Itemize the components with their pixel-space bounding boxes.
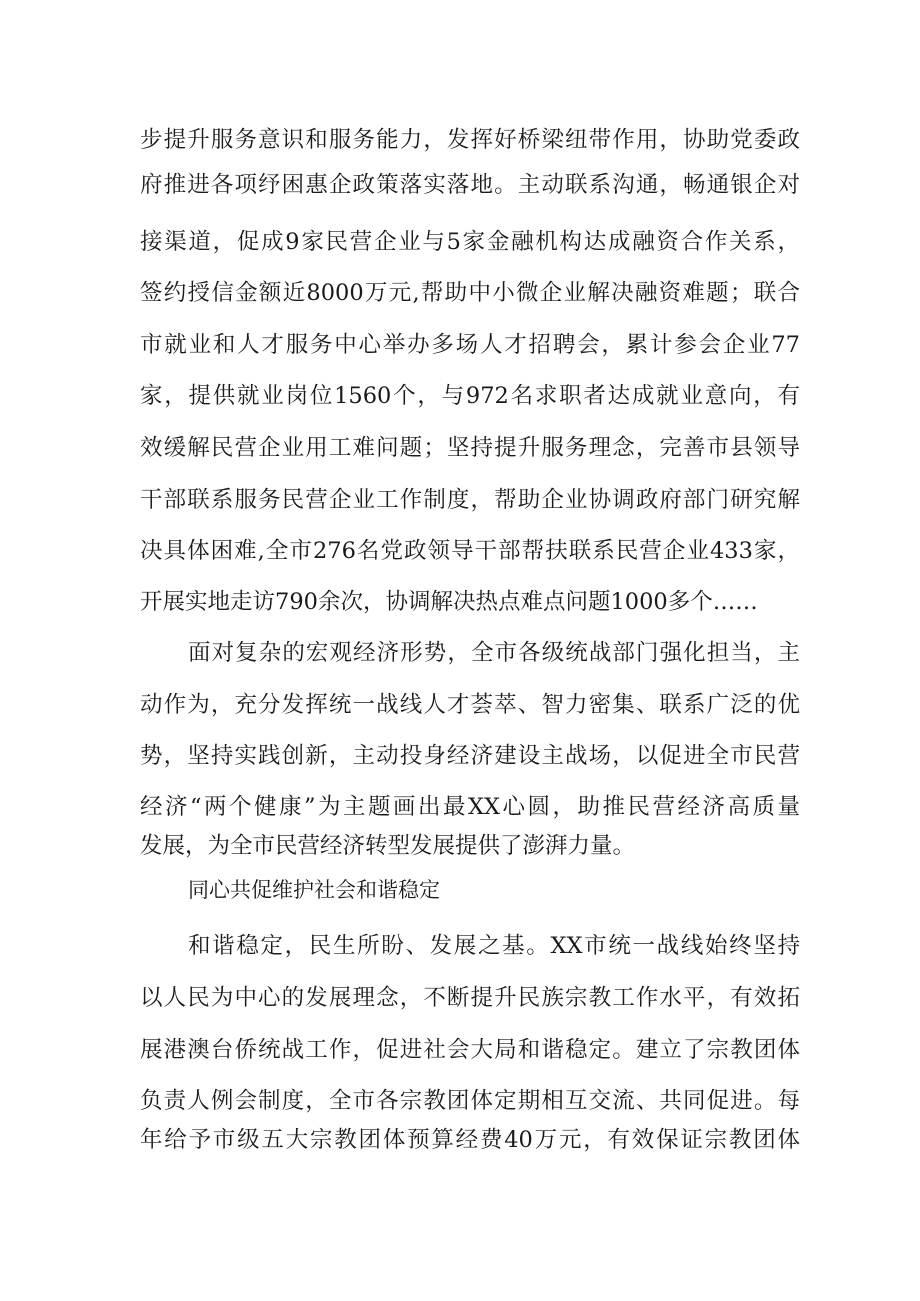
paragraph-1-line-7: 效缓解民营企业用工难问题；坚持提升服务理念，完善市县领导: [140, 435, 800, 461]
paragraph-1-line-6: 家，提供就业岗位1560个，与972名求职者达成就业意向，有: [140, 383, 800, 409]
paragraph-1-line-10: 开展实地走访790余次，协调解决热点难点问题1000多个……: [140, 589, 758, 615]
section-heading: 同心共促维护社会和谐稳定: [188, 878, 440, 902]
paragraph-2-line-5: 发展，为全市民营经济转型发展提供了澎湃力量。: [140, 833, 636, 859]
paragraph-1-line-8: 干部联系服务民营企业工作制度，帮助企业协调政府部门研究解: [140, 487, 800, 513]
paragraph-3-line-5: 年给予市级五大宗教团体预算经费40万元，有效保证宗教团体: [140, 1127, 800, 1153]
paragraph-3-line-1: 和谐稳定，民生所盼、发展之基。XX市统一战线始终坚持: [188, 933, 800, 959]
paragraph-2-line-2: 动作为，充分发挥统一战线人才荟萃、智力密集、联系广泛的优: [140, 692, 800, 718]
paragraph-1-line-9: 决具体困难,全市276名党政领导干部帮扶联系民营企业433家，: [140, 538, 800, 564]
paragraph-1-line-1: 步提升服务意识和服务能力，发挥好桥梁纽带作用，协助党委政: [140, 127, 800, 153]
paragraph-2-line-3: 势，坚持实践创新，主动投身经济建设主战场，以促进全市民营: [140, 743, 800, 769]
paragraph-1-line-4: 签约授信金额近8000万元,帮助中小微企业解决融资难题；联合: [140, 280, 800, 306]
paragraph-3-line-4: 负责人例会制度，全市各宗教团体定期相互交流、共同促进。每: [140, 1088, 800, 1114]
paragraph-3-line-2: 以人民为中心的发展理念，不断提升民族宗教工作水平，有效拓: [140, 985, 800, 1011]
paragraph-3-line-3: 展港澳台侨统战工作，促进社会大局和谐稳定。建立了宗教团体: [140, 1037, 800, 1063]
paragraph-1-line-5: 市就业和人才服务中心举办多场人才招聘会，累计参会企业77: [140, 332, 800, 358]
paragraph-1-line-2: 府推进各项纾困惠企政策落实落地。主动联系沟通，畅通银企对: [140, 172, 800, 198]
paragraph-2-line-1: 面对复杂的宏观经济形势，全市各级统战部门强化担当，主: [188, 640, 800, 666]
paragraph-1-line-3: 接渠道，促成9家民营企业与5家金融机构达成融资合作关系，: [140, 229, 800, 255]
paragraph-2-line-4: 经济“两个健康”为主题画出最XX心圆，助推民营经济高质量: [140, 794, 800, 820]
